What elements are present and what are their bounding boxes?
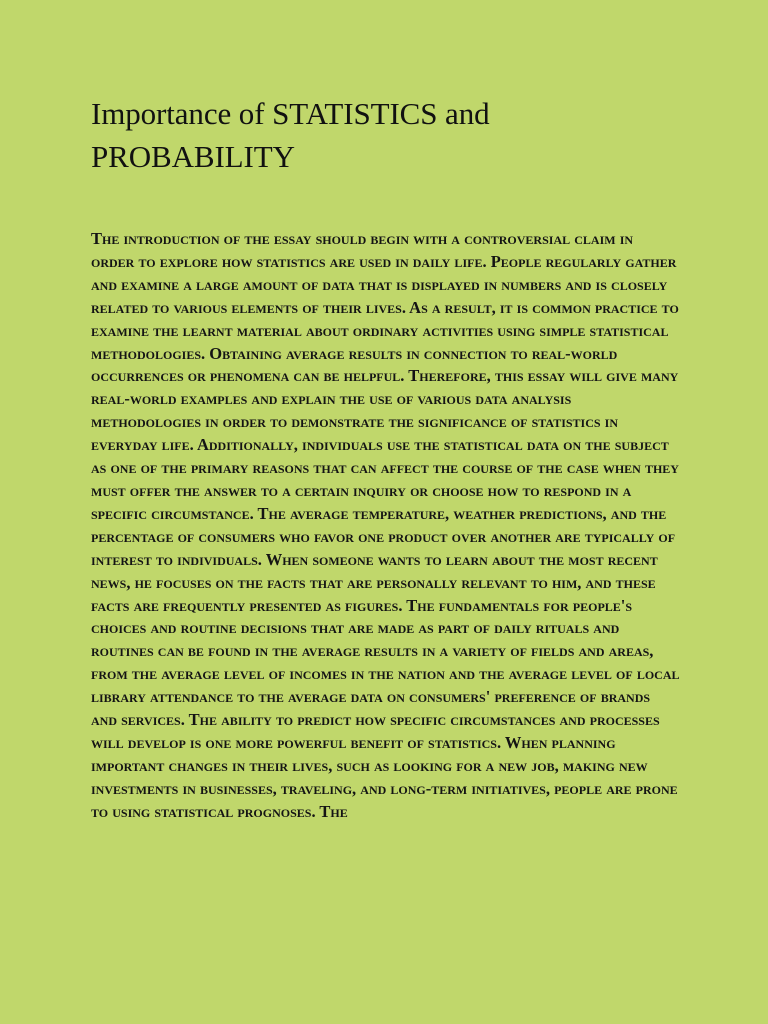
title-line-2: PROBABILITY [91, 139, 295, 174]
title-line-1: Importance of STATISTICS and [91, 96, 490, 131]
essay-body-paragraph: The introduction of the essay should begin with a controversial claim in order to explore how statistics are used in daily life. People regularly gather and examine a large amount of data that is displayed in numbers and is closely related to various elements of their lives. As a result, it is common practice to examine the learnt material about ordinary activities using simple statistical methodologies. Obtaining average results in connection to real-world occurrences or phenomena can be helpful. Therefore, this essay will give many real-world examples and explain the use of various data analysis methodologies in order to demonstrate the significance of statistics in everyday life. Additionally, individuals use the statistical data on the subject as one of the primary reasons that can affect the course of the case when they must offer the answer to a certain inquiry or choose how to respond in a specific circumstance. The average temperature, weather predictions, and the percentage of consumers who favor one product over another are typically of interest to individuals. When someone wants to learn about the most recent news, he focuses on the facts that are personally relevant to him, and these facts are frequently presented as figures. The fundamentals for people's choices and routine decisions that are made as part of daily rituals and routines can be found in the average results in a variety of fields and areas, from the average level of incomes in the nation and the average level of local library attendance to the average data on consumers' preference of brands and services. The ability to predict how specific circumstances and processes will develop is one more powerful benefit of statistics. When planning important changes in their lives, such as looking for a new job, making new investments in businesses, traveling, and long-term initiatives, people are prone to using statistical prognoses. The [91, 229, 680, 821]
document-title [91, 92, 680, 178]
